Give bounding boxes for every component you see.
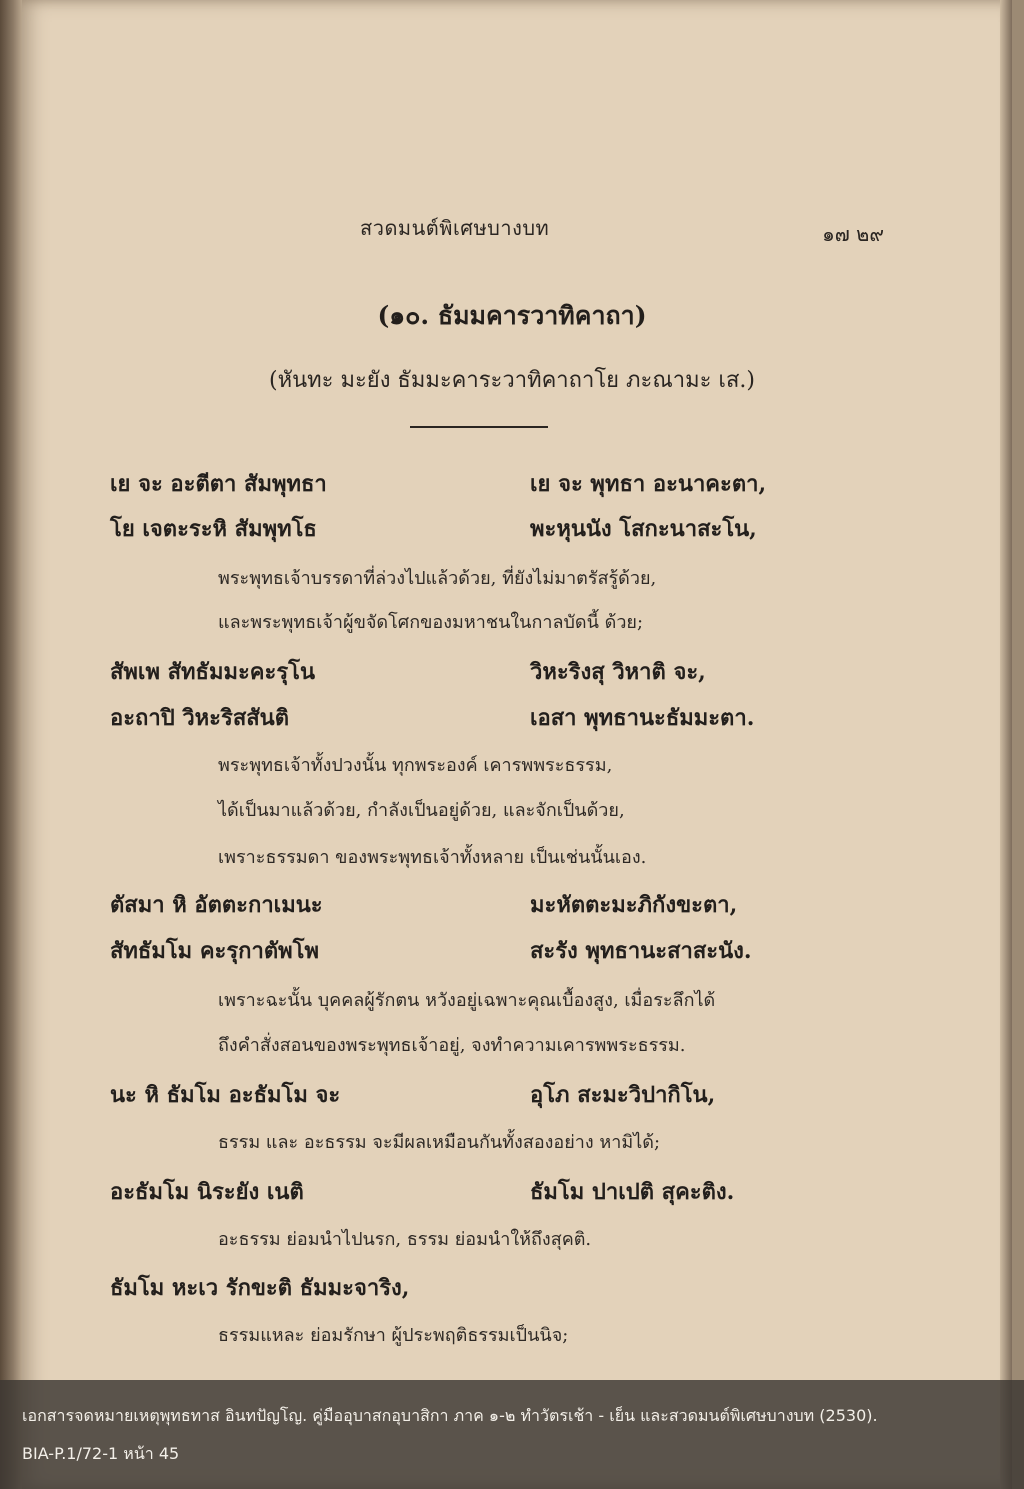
translation-line: พระพุทธเจ้าทั้งปวงนั้น ทุกพระองค์ เคารพพระธรรม, [218, 755, 613, 776]
verse-right: สะรัง พุทธานะสาสะนัง. [530, 938, 752, 964]
translation-line: เพราะฉะนั้น บุคคลผู้รักตน หวังอยู่เฉพาะคุณเบื้องสูง, เมื่อระลึกได้ [218, 990, 716, 1011]
translation-line: อะธรรม ย่อมนำไปนรก, ธรรม ย่อมนำให้ถึงสุคติ. [218, 1229, 592, 1250]
section-heading: (๑๐. ธัมมคารวาทิคาถา) [377, 301, 647, 330]
translation-line: และพระพุทธเจ้าผู้ขจัดโศกของมหาชนในกาลบัดนี้ ด้วย; [218, 612, 644, 633]
running-head: สวดมนต์พิเศษบางบท [360, 216, 550, 240]
verse-left: นะ หิ ธัมโม อะธัมโม จะ [110, 1082, 341, 1108]
page-edge [1000, 0, 1012, 1489]
caption-reference: BIA-P.1/72-1 หน้า 45 [22, 1444, 180, 1463]
book-spine [0, 0, 22, 1489]
verse-left: สัพเพ สัทธัมมะคะรุโน [110, 659, 315, 685]
archive-caption-bar [0, 1380, 1024, 1489]
divider-rule [410, 426, 548, 428]
verse-left: ธัมโม หะเว รักขะติ ธัมมะจาริง, [110, 1275, 410, 1301]
verse-left: โย เจตะระหิ สัมพุทโธ [110, 516, 317, 542]
page-number: ๑๗ ๒๙ [822, 222, 884, 246]
verse-right: มะหัตตะมะภิกังขะตา, [530, 892, 738, 918]
verse-right: อุโภ สะมะวิปากิโน, [530, 1082, 716, 1108]
verse-right: วิหะริงสุ วิหาติ จะ, [530, 659, 706, 685]
translation-line: ธรรม และ อะธรรม จะมีผลเหมือนกันทั้งสองอย่าง หามิได้; [218, 1132, 661, 1153]
verse-left: อะถาปิ วิหะริสสันติ [110, 705, 289, 731]
verse-left: ตัสมา หิ อัตตะกาเมนะ [110, 892, 323, 918]
verse-right: เอสา พุทธานะธัมมะตา. [530, 705, 755, 731]
verse-left: อะธัมโม นิระยัง เนติ [110, 1179, 304, 1205]
translation-line: พระพุทธเจ้าบรรดาที่ล่วงไปแล้วด้วย, ที่ยังไม่มาตรัสรู้ด้วย, [218, 568, 657, 589]
translation-line: เพราะธรรมดา ของพระพุทธเจ้าทั้งหลาย เป็นเช่นนั้นเอง. [218, 847, 647, 868]
verse-right: พะหุนนัง โสกะนาสะโน, [530, 516, 757, 542]
verse-left: สัทธัมโม คะรุกาตัพโพ [110, 938, 319, 964]
caption-citation: เอกสารจดหมายเหตุพุทธทาส อินทปัญโญ. คู่มืออุบาสกอุบาสิกา ภาค ๑-๒ ทำวัตรเช้า - เย็น และสวดมนต์พิเศษบางบท (2530). [22, 1406, 878, 1425]
section-subheading: (หันทะ มะยัง ธัมมะคาระวาทิคาถาโย ภะณามะ เส.) [269, 368, 755, 393]
verse-right: เย จะ พุทธา อะนาคะตา, [530, 471, 767, 497]
verse-right: ธัมโม ปาเปติ สุคะติง. [530, 1179, 735, 1205]
translation-line: ธรรมแหละ ย่อมรักษา ผู้ประพฤติธรรมเป็นนิจ; [218, 1325, 569, 1346]
verse-left: เย จะ อะตีตา สัมพุทธา [110, 471, 327, 497]
translation-line: ถึงคำสั่งสอนของพระพุทธเจ้าอยู่, จงทำความเคารพพระธรรม. [218, 1035, 686, 1056]
translation-line: ได้เป็นมาแล้วด้วย, กำลังเป็นอยู่ด้วย, และจักเป็นด้วย, [218, 800, 625, 821]
